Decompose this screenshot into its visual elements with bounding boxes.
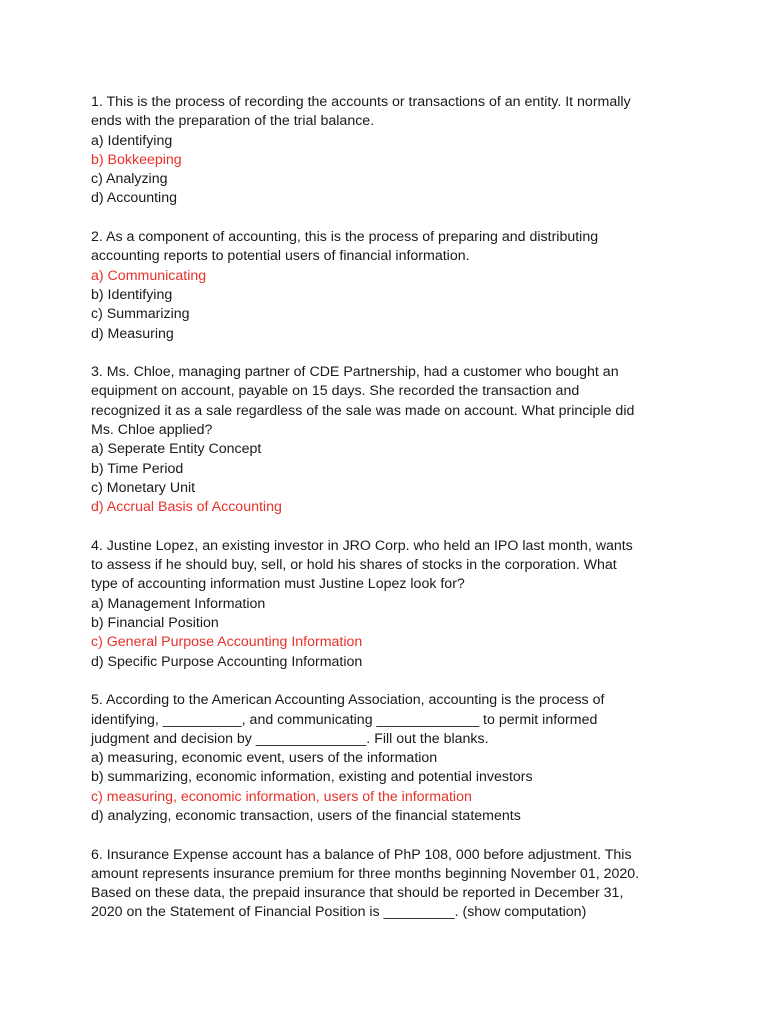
answer-choice: c) Summarizing bbox=[91, 306, 190, 323]
answer-choice: d) Specific Purpose Accounting Information bbox=[91, 653, 363, 670]
question-text-line: identifying, __________, and communicating _____________ to permit informed bbox=[91, 711, 598, 728]
answer-choice: b) Financial Position bbox=[91, 615, 219, 632]
answer-choice: d) analyzing, economic transaction, users of the financial statements bbox=[91, 807, 521, 824]
question-text-line: type of accounting information must Justine Lopez look for? bbox=[91, 576, 465, 593]
question-text-line: Ms. Chloe applied? bbox=[91, 422, 213, 439]
question-text-line: 1. This is the process of recording the accounts or transactions of an entity. It normally bbox=[91, 94, 631, 110]
answer-choice-correct: c) General Purpose Accounting Information bbox=[91, 634, 363, 651]
answer-choice: a) Seperate Entity Concept bbox=[91, 441, 262, 458]
answer-choice: a) Management Information bbox=[91, 595, 266, 612]
question-text-line: 4. Justine Lopez, an existing investor in JRO Corp. who held an IPO last month, wants bbox=[91, 537, 633, 554]
answer-choice: c) Analyzing bbox=[91, 171, 168, 188]
question-2 bbox=[91, 228, 691, 344]
question-text-line: 2. As a component of accounting, this is the process of preparing and distributing bbox=[91, 229, 599, 246]
question-text-line: judgment and decision by ______________. Fill out the blanks. bbox=[91, 730, 489, 747]
answer-choice: b) Time Period bbox=[91, 460, 184, 477]
answer-choice: a) Identifying bbox=[91, 132, 173, 149]
question-4 bbox=[91, 537, 691, 672]
answer-choice: c) Monetary Unit bbox=[91, 479, 196, 496]
answer-choice-correct: a) Communicating bbox=[91, 267, 207, 284]
answer-choice-correct: c) measuring, economic information, users of the information bbox=[91, 788, 472, 805]
question-text-line: recognized it as a sale regardless of the sale was made on account. What principle did bbox=[91, 402, 635, 419]
question-text-line: ends with the preparation of the trial balance. bbox=[91, 113, 375, 130]
question-text-line: Based on these data, the prepaid insurance that should be reported in December 31, bbox=[91, 885, 624, 902]
question-text-line: accounting reports to potential users of financial information. bbox=[91, 248, 470, 265]
answer-choice: d) Accounting bbox=[91, 190, 177, 207]
question-text-line: 3. Ms. Chloe, managing partner of CDE Partnership, had a customer who bought an bbox=[91, 364, 619, 381]
question-text-line: equipment on account, payable on 15 days. She recorded the transaction and bbox=[91, 383, 580, 400]
question-text-line: 5. According to the American Accounting Association, accounting is the process of bbox=[91, 692, 605, 709]
question-text-line: amount represents insurance premium for three months beginning November 01, 2020. bbox=[91, 865, 640, 882]
answer-choice-correct: d) Accrual Basis of Accounting bbox=[91, 499, 282, 516]
answer-choice: d) Measuring bbox=[91, 325, 174, 342]
question-text-line: 2020 on the Statement of Financial Position is _________. (show computation) bbox=[91, 904, 587, 921]
question-1 bbox=[91, 93, 691, 209]
answer-choice-correct: b) Bokkeeping bbox=[91, 151, 182, 168]
question-text-line: to assess if he should buy, sell, or hold his shares of stocks in the corporation. What bbox=[91, 557, 617, 574]
question-3 bbox=[91, 363, 691, 517]
answer-choice: a) measuring, economic event, users of the information bbox=[91, 750, 438, 767]
question-text-line: 6. Insurance Expense account has a balance of PhP 108, 000 before adjustment. This bbox=[91, 846, 632, 863]
quiz-content bbox=[91, 93, 691, 942]
question-6 bbox=[91, 846, 691, 923]
answer-choice: b) Identifying bbox=[91, 286, 173, 303]
question-5 bbox=[91, 691, 691, 826]
answer-choice: b) summarizing, economic information, existing and potential investors bbox=[91, 769, 533, 786]
